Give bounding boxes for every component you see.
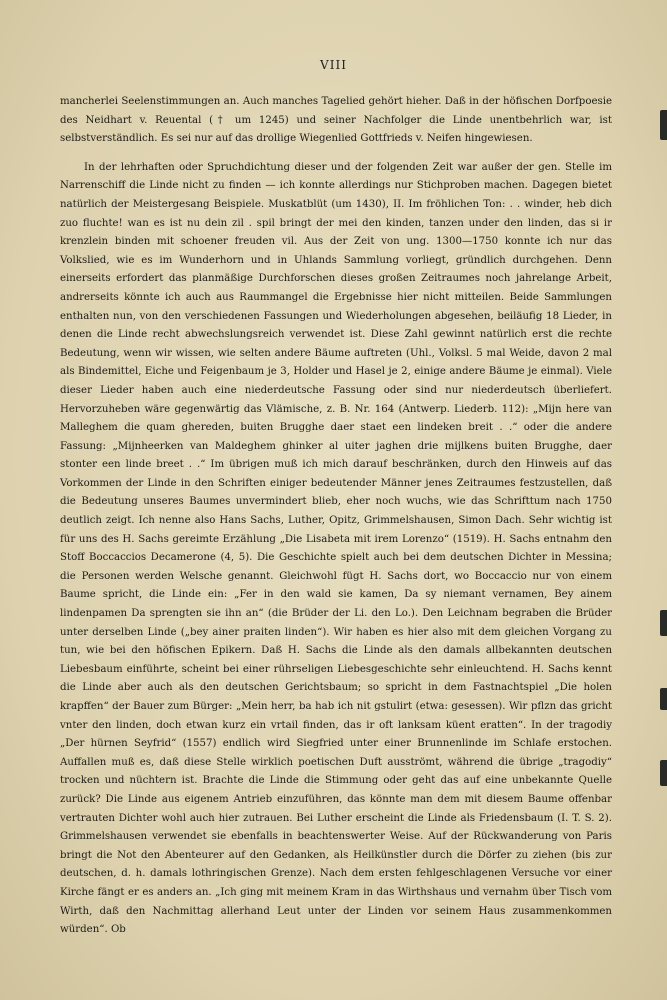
body-text [60, 93, 612, 940]
paragraph: mancherlei Seelenstimmungen an. Auch manches Tagelied gehört hieher. Daß in der höfischen Dorfpoesie des Neidhart v. Reuental († um 1245) und seiner Nachfolger die Linde unentbehrlich war, ist selbstverständlich. Es sei nur auf das drollige Wiegenlied Gottfrieds v. Neifen hingewiesen. [60, 96, 612, 145]
binding-tab [660, 610, 667, 636]
binding-tab [660, 760, 667, 786]
page-number: VIII [320, 58, 347, 72]
binding-tab [660, 110, 667, 140]
paragraph: In der lehrhaften oder Spruchdichtung dieser und der folgenden Zeit war außer der gen. Stelle im Narrenschiff die Linde nicht zu finden — ich konnte allerdings nur Stichproben machen. Dagegen bietet natürlich der Meistergesang Beispiele. Muskatblüt (um 1430), II. Im fröhlichen Ton: . . winder, heb dich zuo fluchte! wan es ist nu dein zil . spil bringt der mei den kinden, tanzen under den linden, das si ir krenzlein binden mit schoener freuden vil. Aus der Zeit von ung. 1300—1750 konnte ich nur das Volkslied, wie es im Wunderhorn und in Uhlands Sammlung vorliegt, gründlich durchgehen. Denn einerseits erfordert das planmäßige Durchforschen dieses großen Zeitraumes noch jahrelange Arbeit, andrerseits könnte ich auch aus Raummangel die Ergebnisse hier nicht mitteilen. Beide Sammlungen enthalten nun, von den verschiedenen Fassungen und Wiederholungen abgesehen, beiläufig 18 Lieder, in denen die Linde recht abwechslungsreich verwendet ist. Diese Zahl gewinnt natürlich erst die rechte Bedeutung, wenn wir wissen, wie selten andere Bäume auftreten (Uhl., Volksl. 5 mal Weide, davon 2 mal als Bindemittel, Eiche und Feigenbaum je 3, Holder und Hasel je 2, einige andere Bäume je einmal). Viele dieser Lieder haben auch eine niederdeutsche Fassung oder sind nur niederdeutsch überliefert. Hervorzuheben wäre gegenwärtig das Vlämische, z. B. Nr. 164 (Antwerp. Liederb. 112): „Mijn here van Malleghem die quam ghereden, buiten Brugghe daer staet een lindeken breit . .“ oder die andere Fassung: „Mijnheerken van Maldeghem ghinker al uiter jaghen drie mijlkens buiten Brugghe, daer stonter een linde breet . .“ Im übrigen muß ich mich darauf beschränken, durch den Hinweis auf das Vorkommen der Linde in den Schriften einiger bedeutender Männer jenes Zeitraumes festzustellen, daß die Bedeutung unseres Baumes unvermindert blieb, eher noch wuchs, wie das Schrifttum nach 1750 deutlich zeigt. Ich nenne also Hans Sachs, Luther, Opitz, Grimmelshausen, Simon Dach. Sehr wichtig ist für uns des H. Sachs gereimte Erzählung „Die Lisabeta mit irem Lorenzo“ (1519). H. Sachs entnahm den Stoff Boccaccios Decamerone (4, 5). Die Geschichte spielt auch bei dem deutschen Dichter in Messina; die Personen werden Welsche genannt. Gleichwohl fügt H. Sachs dort, wo Boccaccio nur von einem Baume spricht, die Linde ein: „Fer in den wald sie kamen, Da sy niemant vernamen, Bey ainem lindenpamen Da sprengten sie ihn an“ (die Brüder der Li. den Lo.). Den Leichnam begraben die Brüder unter derselben Linde („bey ainer praiten linden“). Wir haben es hier also mit dem gleichen Vorgang zu tun, wie bei den höfischen Epikern. Daß H. Sachs die Linde als den damals allbekannten deutschen Liebesbaum einführte, scheint bei einer rührseligen Liebesgeschichte sehr einleuchtend. H. Sachs kennt die Linde aber auch als den deutschen Gerichtsbaum; so spricht in dem Fastnachtspiel „Die holen krapffen“ der Bauer zum Bürger: „Mein herr, ba hab ich nit gstulirt (etwa: gesessen). Wir pflzn das gricht vnter den linden, doch etwan kurz ein vrtail finden, das ir oft lanksam küent eratten“. In der tragodiy „Der hürnen Seyfrid“ (1557) endlich wird Siegfried unter einer Brunnenlinde im Schlafe erstochen. Auffallen muß es, daß diese Stelle wirklich poetischen Duft ausströmt, während die übrige „tragodiy“ trocken und nüchtern ist. Brachte die Linde die Stimmung oder geht das auf eine unbekannte Quelle zurück? Die Linde aus eigenem Antrieb einzuführen, das könnte man dem mit diesem Baume offenbar vertrauten Dichter wohl auch hier zutrauen. Bei Luther erscheint die Linde als Friedensbaum (I. T. S. 2). Grimmelshausen verwendet sie ebenfalls in beachtenswerter Weise. Auf der Rückwanderung von Paris bringt die Not den Abenteurer auf den Gedanken, als Heilkünstler durch die Dörfer zu ziehen (bis zur deutschen, d. h. damals lothringischen Grenze). Nach dem ersten fehlgeschlagenen Versuche vor einer Kirche fängt er es anders an. „Ich ging mit meinem Kram in das Wirthshaus und vernahm über Tisch vom Wirth, daß den Nachmittag allerhand Leut unter der Linden vor seinem Haus zusammenkommen würden“. Ob [60, 161, 612, 936]
binding-tab [660, 688, 667, 710]
